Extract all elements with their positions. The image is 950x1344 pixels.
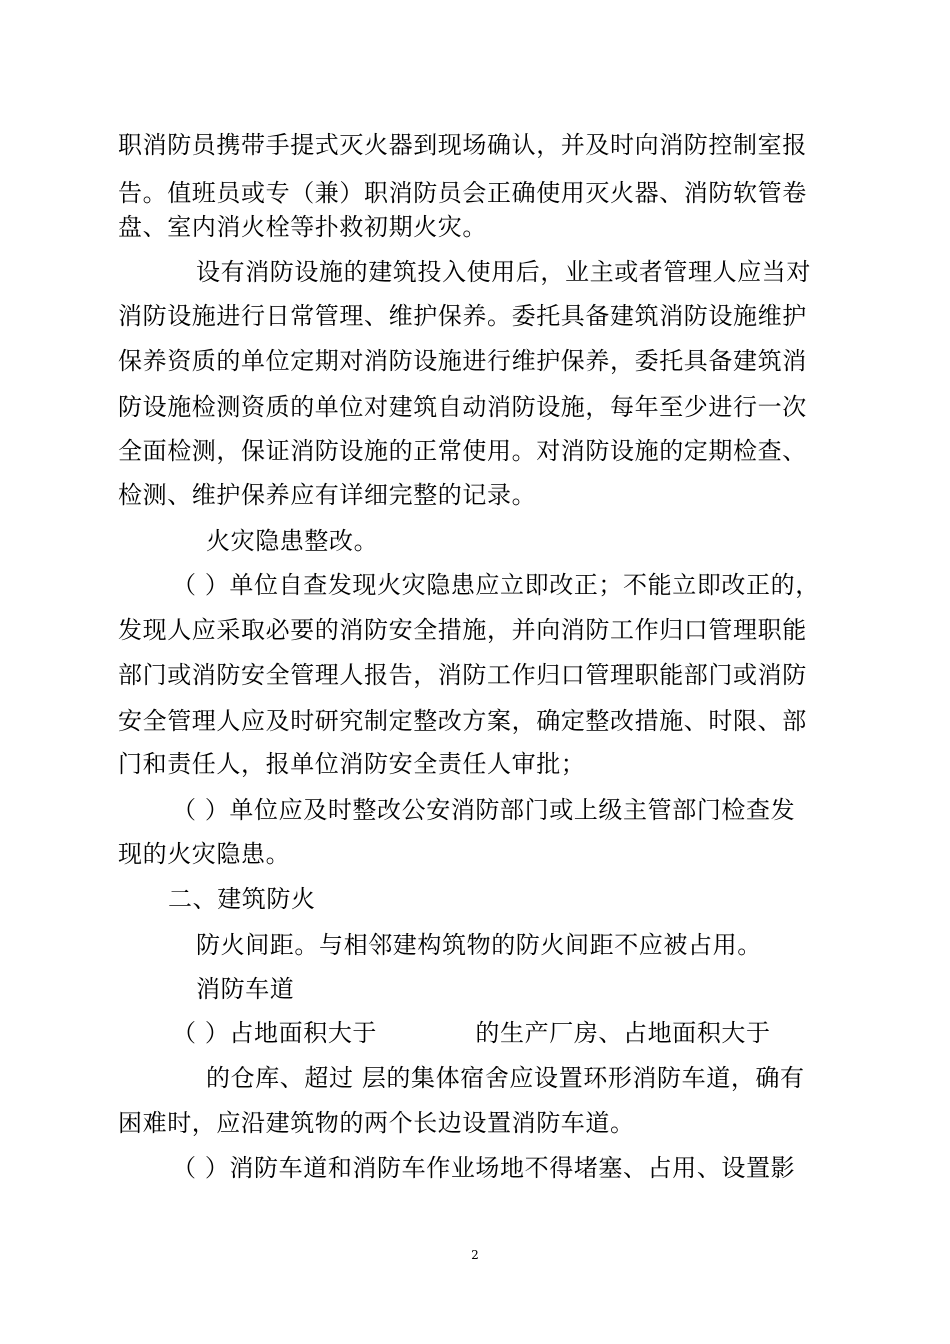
text-line: 设有消防设施的建筑投入使用后，业主或者管理人应当对 [196,258,811,286]
text-line: （ ）单位自查发现火灾隐患应立即改正；不能立即改正的， [172,571,820,599]
text-line: 安全管理人应及时研究制定整改方案，确定整改措施、时限、部 [118,707,807,735]
text-line: 告。值班员或专（兼）职消防员会正确使用灭火器、消防软管卷 [118,179,807,207]
page-number: 2 [471,1248,479,1262]
text-line: 部门或消防安全管理人报告，消防工作归口管理职能部门或消防 [118,661,807,689]
text-line: 防设施检测资质的单位对建筑自动消防设施，每年至少进行一次 [118,393,807,421]
text-line: 防火间距。与相邻建构筑物的防火间距不应被占用。 [196,931,762,959]
section-heading: 火灾隐患整改。 [206,527,379,555]
section-heading: 消防车道 [196,975,295,1003]
text-line: （ ）消防车道和消防车作业场地不得堵塞、占用、设置影 [172,1154,796,1182]
text-line: 检测、维护保养应有详细完整的记录。 [118,481,537,509]
text-line: 困难时，应沿建筑物的两个长边设置消防车道。 [118,1109,635,1137]
text-line: 的仓库、超过 层的集体宿舍应设置环形消防车道，确有 [206,1064,805,1092]
text-line: 现的火灾隐患。 [118,840,291,868]
text-line: 盘、室内消火栓等扑救初期火灾。 [118,213,487,241]
text-line: 全面检测，保证消防设施的正常使用。对消防设施的定期检查、 [118,437,807,465]
text-line: 发现人应采取必要的消防安全措施，并向消防工作归口管理职能 [118,616,807,644]
text-line: （ ）占地面积大于 的生产厂房、占地面积大于 [172,1019,771,1047]
text-line: 门和责任人，报单位消防安全责任人审批； [118,750,586,778]
text-line: （ ）单位应及时整改公安消防部门或上级主管部门检查发 [172,796,796,824]
text-line: 职消防员携带手提式灭火器到现场确认，并及时向消防控制室报 [118,131,807,159]
text-line: 保养资质的单位定期对消防设施进行维护保养，委托具备建筑消 [118,347,807,375]
section-heading: 二、建筑防火 [168,885,316,913]
text-line: 消防设施进行日常管理、维护保养。委托具备建筑消防设施维护 [118,302,807,330]
